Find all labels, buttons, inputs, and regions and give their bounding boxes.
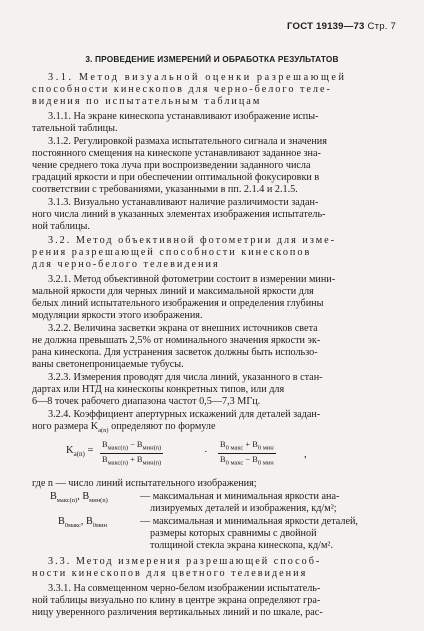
text-line: не должна превышать 2,5% от номинального значения яркости эк- <box>32 335 321 346</box>
text-line: 3.2.3. Измерения проводят для числа линий, указанного в стан- <box>48 372 323 383</box>
text-line: дартах или НТД на кинескопы конкретных типов, или для <box>32 384 285 395</box>
symbol-b-max-min-n: $B_{макс(n)}$, $B_{мин(n)}$ <box>50 491 108 505</box>
text-line: рения разрешающей способности кинескопов <box>32 247 312 258</box>
text-line: чение среднего тока луча при воспроизведении заданного числа <box>32 160 311 171</box>
text-line: где n — число линий испытательного изображения; <box>32 478 257 489</box>
text-line: мальной яркости для черных линий и максимальной яркости для <box>32 286 314 297</box>
text-line: соответствии с требованиями, указанными в пп. 2.1.4 и 2.1.5. <box>32 184 298 195</box>
text-line: — максимальная и минимальная яркости деталей, <box>140 516 358 527</box>
fraction-1: $B_{макс(n)} - B_{мин(n)}$ $B_{макс(n)} + B_{мин(n)}$ <box>102 440 162 467</box>
formula-lhs: $K_{а(n)}$ = <box>66 445 94 459</box>
text-line: модуляции яркости этого изображения. <box>32 310 203 321</box>
text-line: градаций яркости и при обеспечении оптимальной фокусировки в <box>32 172 320 183</box>
text-line: 3.3.1. На совмещенном черно-белом изображении испытатель- <box>48 583 321 594</box>
text-line: ной таблицы визуально по клину в центре экрана определяют гра- <box>32 595 321 606</box>
formula-comma: , <box>304 448 307 460</box>
page-header <box>287 21 396 32</box>
text-line: белых линий испытательного изображения и определения глубины <box>32 298 324 309</box>
text-line: 3.1.3. Визуально устанавливают наличие различимости задан- <box>48 197 319 208</box>
text-line: ного размера $K_{а(n)}$ определяют по формуле <box>32 421 216 435</box>
text-line: постоянного смещения на кинескопе устанавливают заданное зна- <box>32 148 321 159</box>
text-line: ности кинескопов для цветного телевидения <box>32 568 308 579</box>
text-line: 3.2.2. Величина засветки экрана от внешних источников света <box>48 323 318 334</box>
page-number: Стр. 7 <box>367 21 396 32</box>
text-line: лизируемых деталей и изображения, кд/м²; <box>150 503 337 514</box>
symbol-b-0max-0min: $B_{0макс}$, $B_{0мин}$ <box>58 516 108 530</box>
text-line: 3.3. Метод измерения разрешающей способ- <box>48 556 322 567</box>
text-line: размеры которых сравнимы с двойной <box>150 528 317 539</box>
formula-aperture-distortion <box>66 437 386 473</box>
text-line: ной таблицы. <box>32 221 90 232</box>
text-line: 3.2.4. Коэффициент апертурных искажений для деталей задан- <box>48 409 321 420</box>
text-line: 3.1. Метод визуальной оценки разрешающей <box>48 72 347 83</box>
text-line: 3.2. Метод объективной фотометрии для изме- <box>48 235 337 246</box>
text-line: рана кинескопа. Для устранения засветок должны быть использо- <box>32 347 318 358</box>
multiply-dot: · <box>204 446 208 458</box>
text-line: — максимальная и минимальная яркости ана- <box>140 491 340 502</box>
text-line: ницу уверенного различения вертикальных линий и по шкале, рас- <box>32 607 323 618</box>
fraction-2: $B_{0 макс} + B_{0 мин}$ $B_{0 макс} - B_{0 мин}$ <box>220 440 274 467</box>
text-line: толщиной стекла экрана кинескопа, кд/м². <box>150 540 334 551</box>
text-line: для черно-белого телевидения <box>32 259 220 270</box>
text-line: способности кинескопов для черно-белого теле- <box>32 84 332 95</box>
text-line: тательной таблицы. <box>32 123 118 134</box>
section-title: 3. ПРОВЕДЕНИЕ ИЗМЕРЕНИЙ И ОБРАБОТКА РЕЗУЛЬТАТОВ <box>85 54 339 64</box>
standard-number: ГОСТ 19139—73 <box>287 21 365 32</box>
text-line: ного числа линий в указанных элементах изображения испытатель- <box>32 209 326 220</box>
text-line: видения по испытательным таблицам <box>32 96 262 107</box>
text-line: 3.2.1. Метод объективной фотометрии состоит в измерении мини- <box>48 274 336 285</box>
text-line: 3.1.1. На экране кинескопа устанавливают изображение испы- <box>48 111 319 122</box>
text-line: 6—8 точек рабочего диапазона частот 0,5—7,3 МГц. <box>32 396 261 407</box>
text-line: ваны светонепроницаемые тубусы. <box>32 359 184 370</box>
text-line: 3.1.2. Регулировкой размаха испытательного сигнала и значения <box>48 136 327 147</box>
